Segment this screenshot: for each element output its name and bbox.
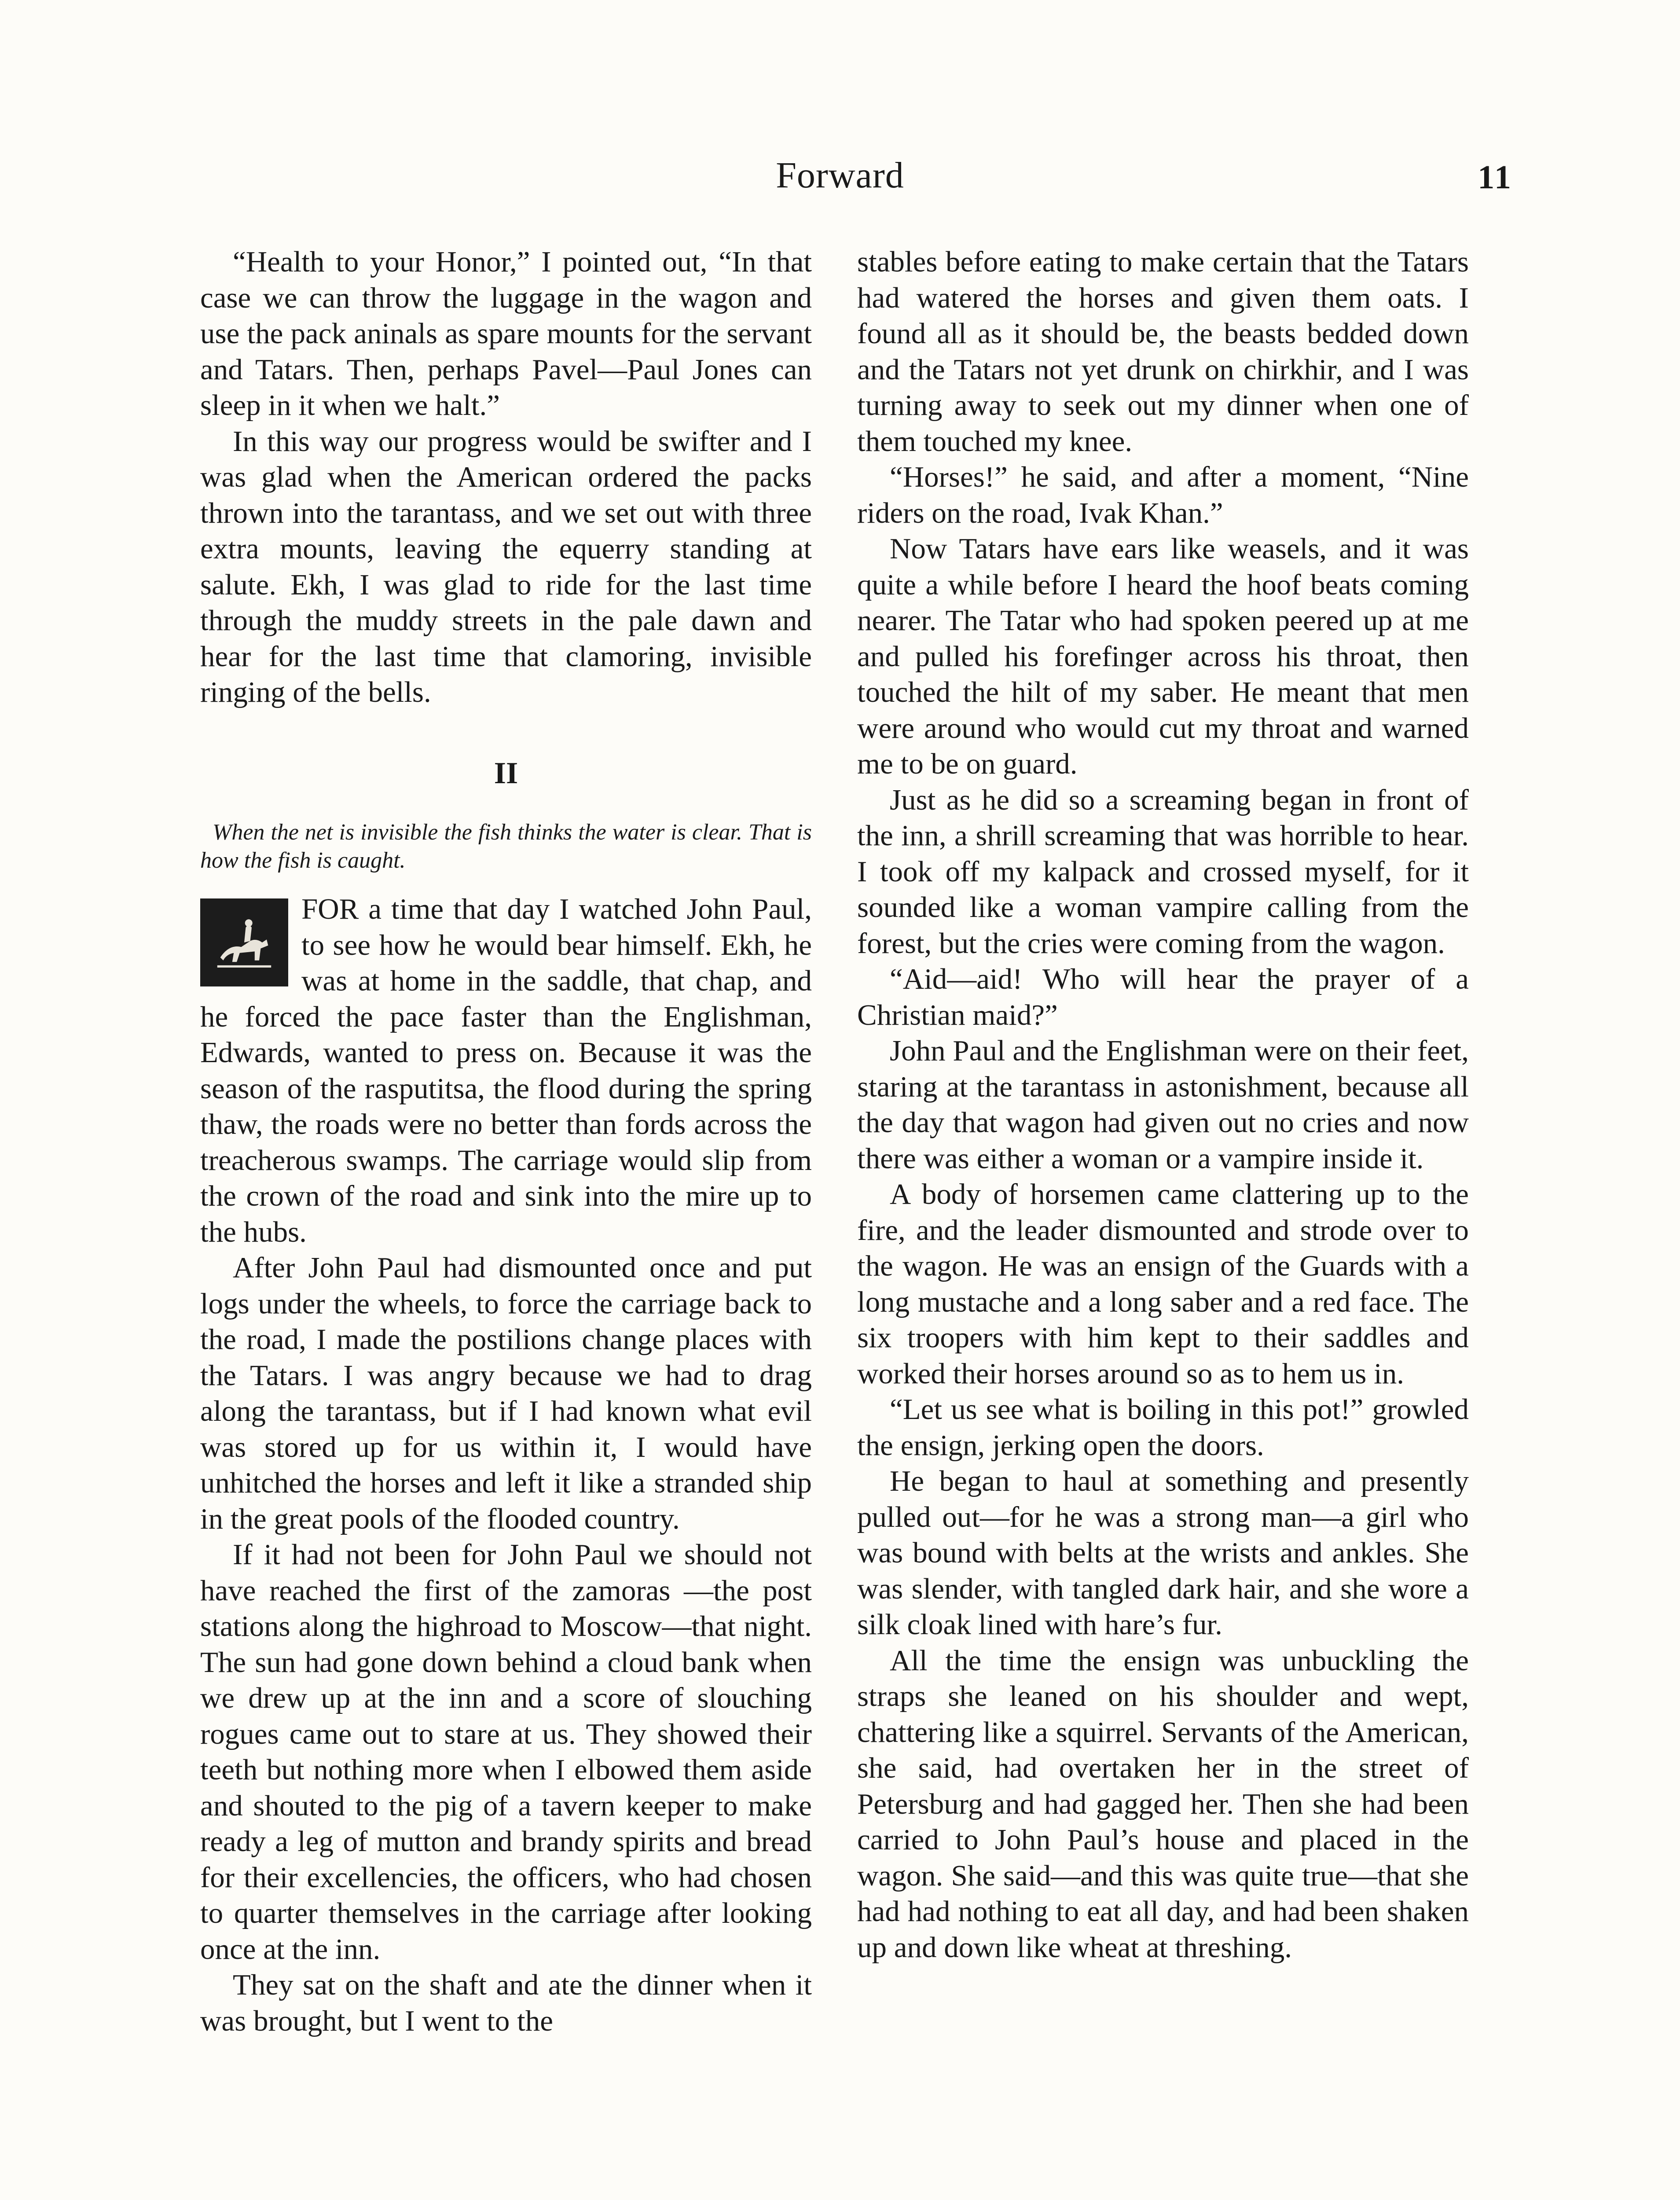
left-column [200,244,812,2039]
paragraph: If it had not been for John Paul we should not have reached the first of the zamoras —the post stations along the highroad to Moscow—that night. The sun had gone down behind a cloud bank when we drew up at the inn and a score of slouching rogues came out to stare at us. They showed their teeth but nothing more when I elbowed them aside and shouted to the pig of a tavern keeper to make ready a leg of mutton and brandy spirits and bread for their excellencies, the officers, who had chosen to quarter themselves in the carriage after looking once at the inn. [200,1538,812,1965]
paragraph: “Let us see what is boiling in this pot!” growled the ensign, jerking open the doors. [857,1393,1469,1462]
paragraph: John Paul and the Englishman were on their feet, staring at the tarantass in astonishment, because all the day that wagon had given out no cries and now there was either a woman or a vampire inside it. [857,1034,1469,1175]
section-number: II [494,756,518,790]
paragraph: FOR a time that day I watched John Paul, to see how he would bear himself. Ekh, he was at home in the saddle, that chap, and he forced the pace faster than the Englishman, Edwards, wanted to press on. Because it was the season of the rasputitsa, the flood during the spring thaw, the roads were no better than fords across the treacherous swamps. The carriage would slip from the crown of the road and sink into the mire up to the hubs. [200,893,812,1248]
paragraph: He began to haul at something and presently pulled out—for he was a strong man—a girl who was bound with belts at the wrists and ankles. She was slender, with tangled dark hair, and she wore a silk cloak lined with hare’s fur. [857,1465,1469,1641]
epigraph-text: When the net is invisible the fish thinks the water is clear. That is how the fish is caught. [200,820,812,873]
epigraph [200,818,812,875]
paragraph: All the time the ensign was unbuckling the straps she leaned on his shoulder and wept, chattering like a squirrel. Servants of the American, she said, had overtaken her in the street of Petersburg and had gagged her. Then she had been carried to John Paul’s house and placed in the wagon. She said—and this was quite true—that she had had nothing to eat all day, and had been shaken up and down like wheat at threshing. [857,1644,1469,1964]
paragraph: “Aid—aid! Who will hear the prayer of a Christian maid?” [857,963,1469,1031]
paragraph: They sat on the shaft and ate the dinner when it was brought, but I went to the [200,1969,812,2037]
page-number: 11 [1478,159,1513,196]
horseman-engraving-icon [200,898,288,986]
paragraph: “Horses!” he said, and after a moment, “Nine riders on the road, Ivak Khan.” [857,461,1469,529]
paragraph: Just as he did so a screaming began in front of the inn, a shrill screaming that was horrible to hear. I took off my kalpack and crossed myself, for it sounded like a woman vampire calling from the forest, but the cries were coming from the wagon. [857,783,1469,960]
paragraph: After John Paul had dismounted once and put logs under the wheels, to force the carriage back to the road, I made the postilions change places with the Tatars. I was angry because we had to drag along the tarantass, but if I had known what evil was stored up for us within it, I would have unhitched the horses and left it like a stranded ship in the great pools of the flooded country. [200,1251,812,1535]
paragraph: “Health to your Honor,” I pointed out, “In that case we can throw the luggage in the wagon and use the pack aninals as spare mounts for the servant and Tatars. Then, perhaps Pavel—Paul Jones can sleep in it when we halt.” [200,246,812,422]
paragraph: In this way our progress would be swifter and I was glad when the American ordered the packs thrown into the tarantass, and we set out with three extra mounts, leaving the equerry standing at salute. Ekh, I was glad to ride for the last time through the muddy streets in the pale dawn and hear for the last time that clamoring, invisible ringing of the bells. [200,425,812,708]
right-column [857,244,1469,1965]
running-head: Forward [776,155,904,196]
paragraph: stables before eating to make certain that the Tatars had watered the horses and given them oats. I found all as it should be, the beasts bedded down and the Tatars not yet drunk on chirkhir, and I was turning away to seek out my dinner when one of them touched my knee. [857,246,1469,458]
paragraph: A body of horsemen came clattering up to the fire, and the leader dismounted and strode over to the wagon. He was an ensign of the Guards with a long mustache and a long saber and a red face. The six troopers with him kept to their saddles and worked their horses around so as to hem us in. [857,1178,1469,1390]
paragraph: Now Tatars have ears like weasels, and it was quite a while before I heard the hoof beats coming nearer. The Tatar who had spoken peered up at me and pulled his forefinger across his throat, then touched the hilt of my saber. He meant that men were around who would cut my throat and warned me to be on guard. [857,532,1469,780]
